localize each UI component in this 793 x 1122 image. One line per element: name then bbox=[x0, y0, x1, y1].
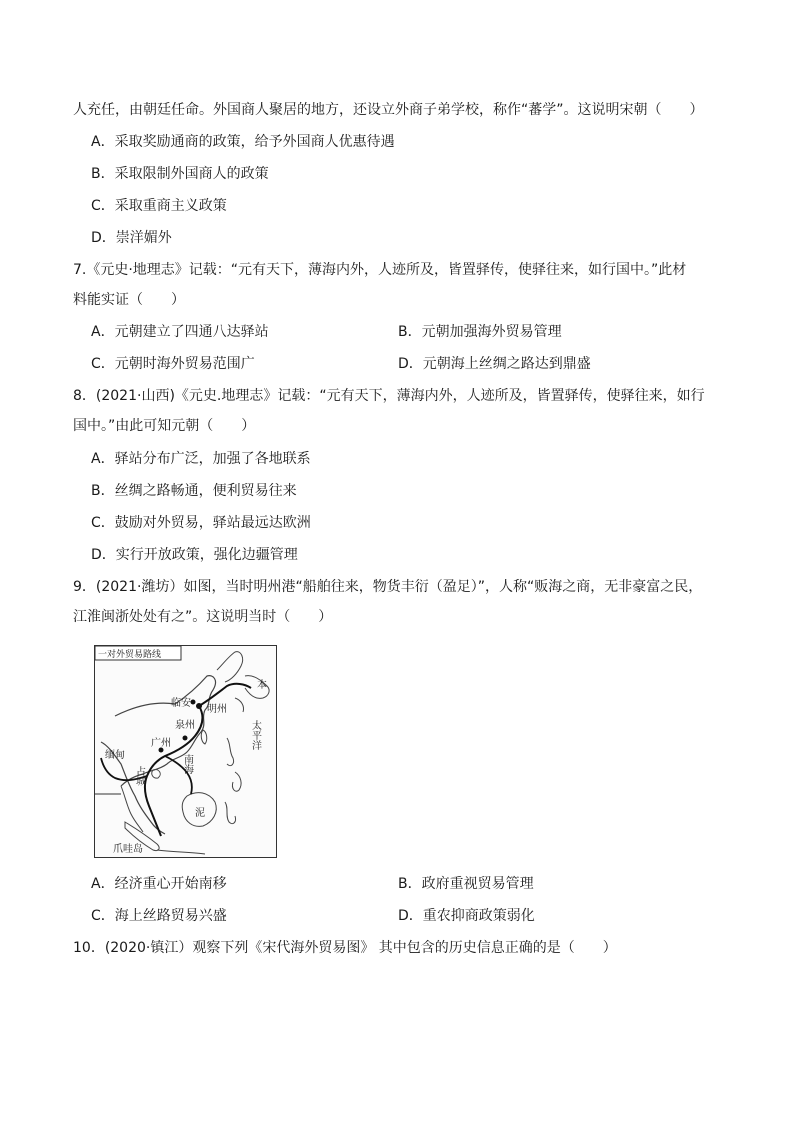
port-marker-linan bbox=[191, 700, 196, 705]
label-quanzhou: 泉州 bbox=[175, 720, 195, 731]
q9-stem-line1: 9．(2021·潍坊）如图，当时明州港“船舶往来，物货丰衍（盈足）”，人称“贩海之商，无非豪富之民， bbox=[73, 579, 703, 595]
q7-option-a: A．元朝建立了四通八达驿站 bbox=[91, 324, 269, 340]
malay-outline bbox=[121, 786, 143, 832]
q6-option-c: C．采取重商主义政策 bbox=[91, 198, 227, 214]
q9-stem-line2: 江淮闽浙处处有之”。这说明当时（ ） bbox=[73, 609, 333, 625]
label-taipingyang: 太平洋 bbox=[249, 720, 261, 750]
q6-stem: 人充任，由朝廷任命。外国商人聚居的地方，还设立外商子弟学校，称作“蕃学”。这说明宋朝（ ） bbox=[73, 102, 704, 118]
label-zhancheng: 占城 bbox=[133, 766, 145, 786]
trade-route-map bbox=[94, 645, 277, 858]
q8-option-b: B．丝绸之路畅通，便利贸易往来 bbox=[91, 483, 297, 499]
q8-option-d: D．实行开放政策，强化边疆管理 bbox=[91, 547, 298, 563]
taiwan-outline bbox=[201, 730, 206, 744]
java-outline bbox=[157, 850, 205, 854]
q9-option-b: B．政府重视贸易管理 bbox=[398, 876, 534, 892]
port-marker-quanzhou bbox=[183, 736, 188, 741]
china-coastline bbox=[115, 676, 215, 786]
q8-stem-line1: 8．(2021·山西)《元史.地理志》记载：“元有天下，薄海内外，人迹所及，皆置驿传，使驿往来，如行 bbox=[73, 388, 705, 404]
q6-option-a: A．采取奖励通商的政策，给予外国商人优惠待遇 bbox=[91, 134, 395, 150]
label-miandian: 缅甸 bbox=[105, 750, 125, 761]
kyushu-outline bbox=[235, 698, 244, 712]
label-guangzhou: 广州 bbox=[151, 738, 171, 749]
label-zhaowa: 爪哇岛 bbox=[113, 844, 143, 855]
q8-stem-line2: 国中。”由此可知元朝（ ） bbox=[73, 418, 256, 434]
label-linan: 临安 bbox=[171, 698, 191, 709]
korea-outline bbox=[217, 652, 243, 682]
label-boni: 泥 bbox=[195, 808, 205, 819]
sulawesi-outline bbox=[225, 802, 236, 824]
port-marker-mingzhou bbox=[196, 703, 202, 709]
q7-stem-line1: 7.《元史·地理志》记载：“元有天下，薄海内外，人迹所及，皆置驿传，使驿往来，如行国中。”此材 bbox=[73, 262, 687, 278]
q8-option-c: C．鼓励对外贸易，驿站最远达欧洲 bbox=[91, 515, 311, 531]
q7-option-b: B．元朝加强海外贸易管理 bbox=[398, 324, 562, 340]
q10-stem-line1: 10．(2020·镇江）观察下列《宋代海外贸易图》 其中包含的历史信息正确的是（ ） bbox=[73, 940, 617, 956]
label-ben: 本 bbox=[257, 680, 267, 691]
q6-option-d: D．崇洋媚外 bbox=[91, 230, 172, 246]
luzon-outline bbox=[227, 738, 234, 766]
q7-option-d: D．元朝海上丝绸之路达到鼎盛 bbox=[398, 356, 591, 372]
q7-option-c: C．元朝时海外贸易范围广 bbox=[91, 356, 255, 372]
map-legend: 一对外贸易路线 bbox=[98, 650, 162, 660]
q9-option-a: A．经济重心开始南移 bbox=[91, 876, 227, 892]
route-japan bbox=[199, 684, 251, 706]
mindanao-outline bbox=[232, 772, 241, 791]
trade-route-map-svg bbox=[95, 646, 276, 857]
label-mingzhou: 明州 bbox=[207, 704, 227, 715]
q7-stem-line2: 料能实证（ ） bbox=[73, 292, 185, 308]
q6-option-b: B．采取限制外国商人的政策 bbox=[91, 166, 269, 182]
q9-option-c: C．海上丝路贸易兴盛 bbox=[91, 908, 227, 924]
q9-option-d: D．重农抑商政策弱化 bbox=[398, 908, 535, 924]
label-nanhai: 南海 bbox=[181, 754, 193, 774]
q8-option-a: A．驿站分布广泛，加强了各地联系 bbox=[91, 451, 311, 467]
